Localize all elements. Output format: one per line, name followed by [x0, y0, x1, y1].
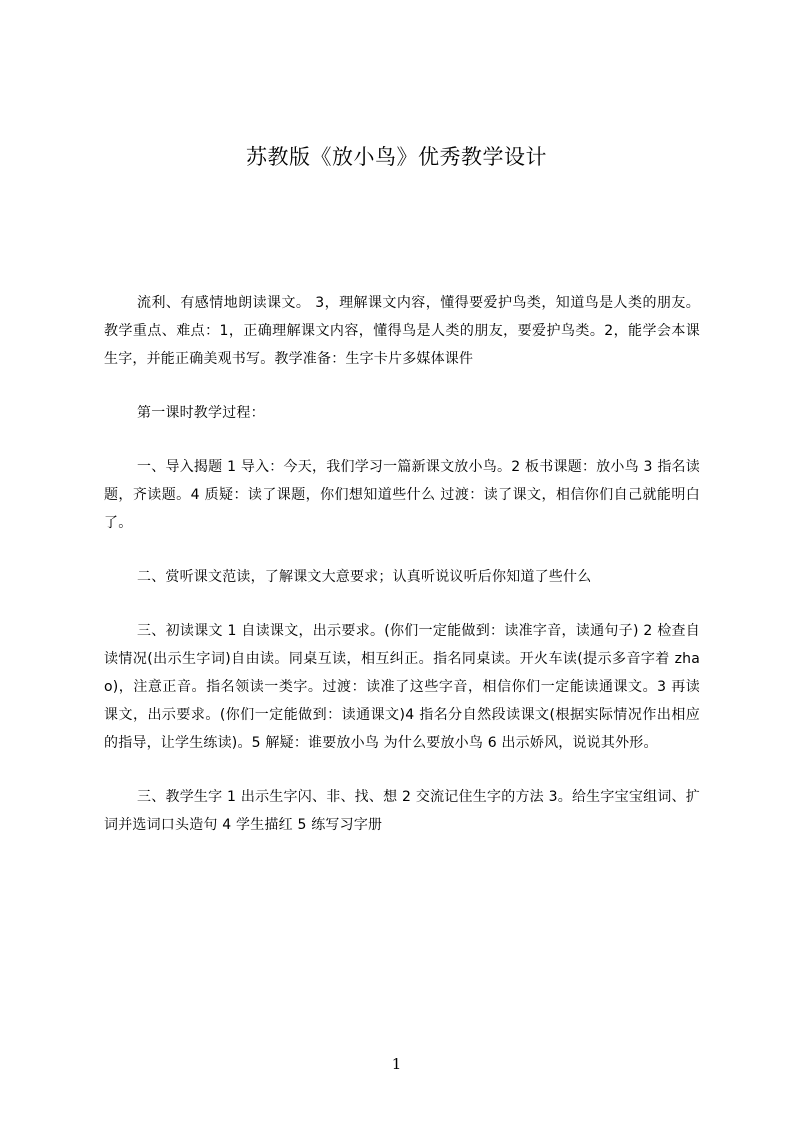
- section-introduction: 一、导入揭题 1 导入：今天，我们学习一篇新课文放小鸟。2 板书课题：放小鸟 3 指名读题，齐读题。4 质疑：读了课题，你们想知道些什么 过渡：读了课文，相信你们自己就能明白了。: [104, 459, 700, 531]
- lesson-process-heading: 第一课时教学过程：: [137, 405, 265, 421]
- document-title: 苏教版《放小鸟》优秀教学设计: [246, 145, 547, 169]
- document-body: [104, 289, 700, 839]
- section-listening: 二、赏听课文范读，了解课文大意要求；认真听说议听后你知道了些什么: [137, 569, 592, 585]
- section-teaching-characters: 三、教学生字 1 出示生字闪、非、找、想 2 交流记住生字的方法 3。给生字宝宝组词、扩词并选词口头造句 4 学生描红 5 练写习字册: [104, 789, 700, 833]
- intro-paragraph: 流利、有感情地朗读课文。 3，理解课文内容，懂得要爱护鸟类，知道鸟是人类的朋友。教学重点、难点：1，正确理解课文内容，懂得鸟是人类的朋友，要爱护鸟类。2，能学会本课生字，并能正确美观书写。教学准备：生字卡片多媒体课件: [104, 295, 700, 367]
- section-first-reading: 三、初读课文 1 自读课文，出示要求。(你们一定能做到：读准字音，读通句子) 2 检查自读情况(出示生字词)自由读。同桌互读，相互纠正。指名同桌读。开火车读(提示多音字着 zhao)，注意正音。指名领读一类字。过渡：读准了这些字音，相信你们一定能读通课文。3 再读课文，出示要求。(你们一定能做到：读通课文)4 指名分自然段读课文(根据实际情况作出相应的指导，让学生练读)。5 解疑：谁要放小鸟 为什么要放小鸟 6 出示娇风，说说其外形。: [104, 623, 700, 751]
- page-number: 1: [391, 1055, 402, 1073]
